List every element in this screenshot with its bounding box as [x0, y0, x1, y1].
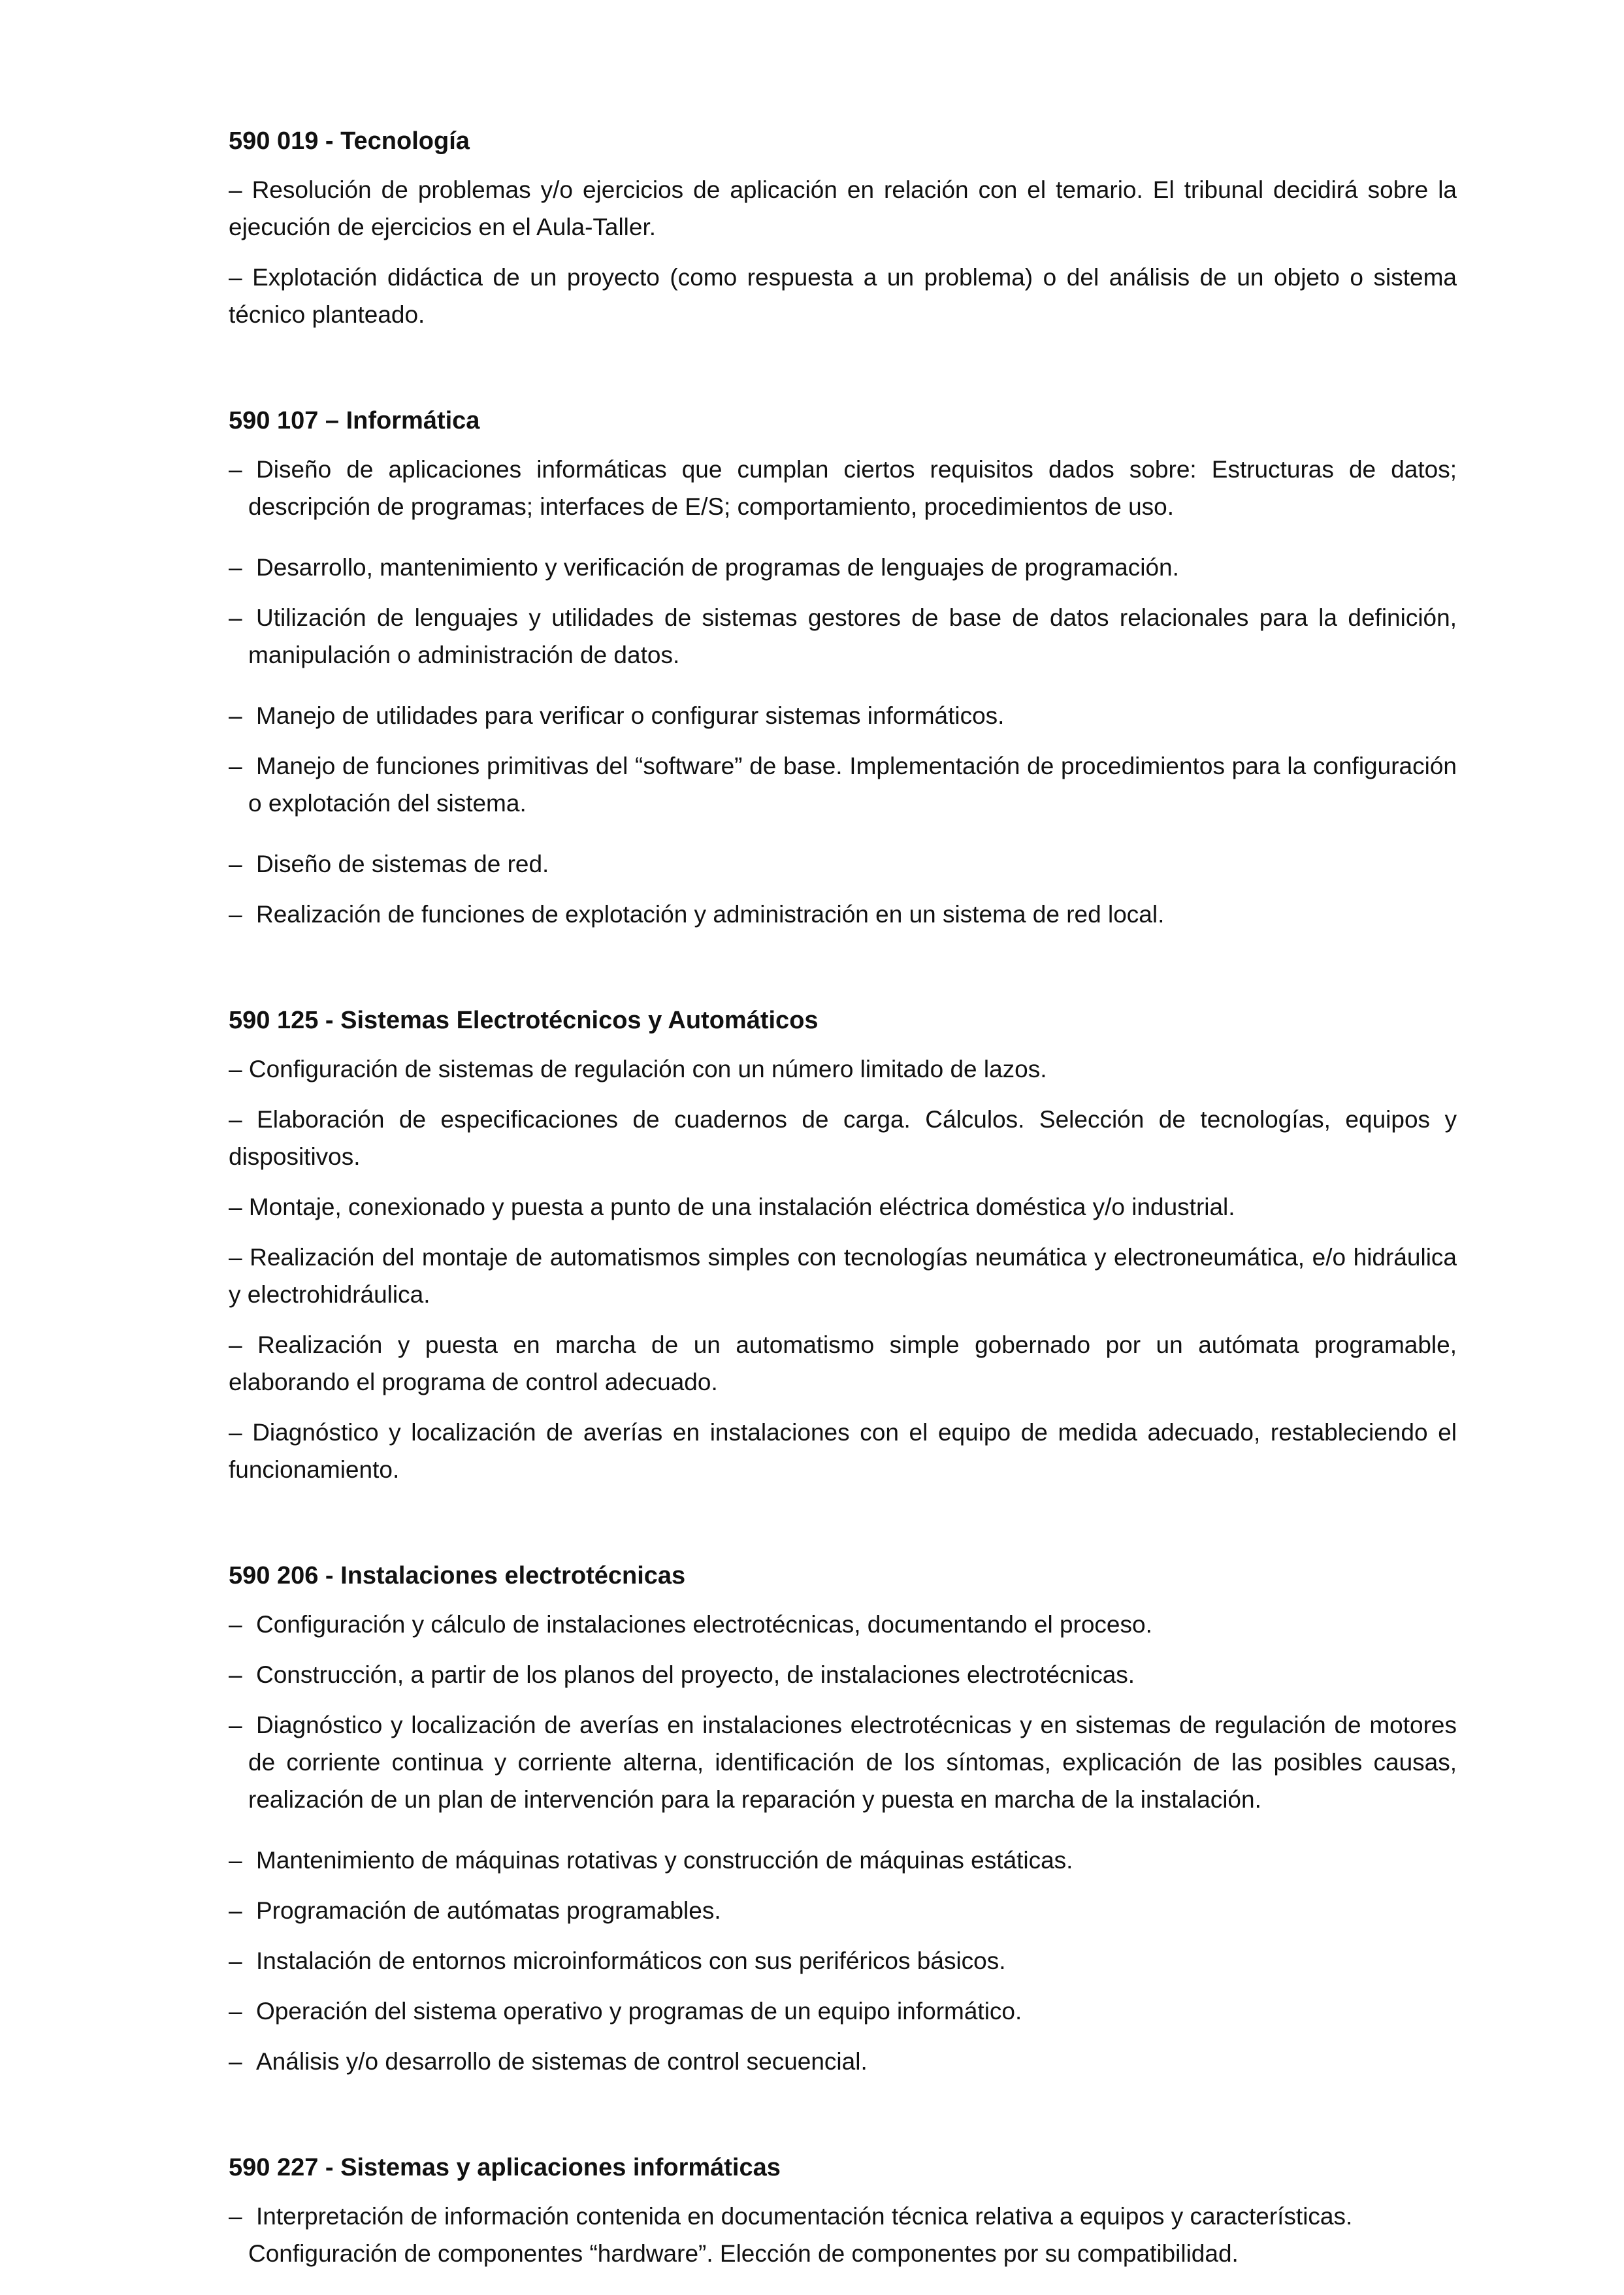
list-item: – Programación de autómatas programables. — [229, 1892, 1457, 1929]
dash-bullet: – — [229, 901, 242, 928]
list-item: – Configuración de sistemas de regulación con un número limitado de lazos. — [229, 1056, 1047, 1082]
dash-bullet: – — [229, 2203, 242, 2230]
dash-bullet: – — [229, 1947, 242, 1974]
dash-bullet: – — [229, 554, 242, 581]
list-item: – Diagnóstico y localización de averías en instalaciones electrotécnicas y en sistemas de regulación de motores de corriente continua y corriente alterna, identificación de los síntomas, explicación de las posibles causas, realización de un plan de intervención para la reparación y puesta en marcha de la instalación. — [229, 1706, 1457, 1818]
section-heading: 590 125 - Sistemas Electrotécnicos y Automáticos — [229, 1007, 819, 1034]
dash-bullet: – — [229, 1661, 242, 1688]
list-item: – Mantenimiento de máquinas rotativas y construcción de máquinas estáticas. — [229, 1842, 1457, 1879]
dash-bullet: – — [229, 702, 242, 729]
dash-bullet: – — [229, 753, 242, 779]
dash-bullet: – — [229, 1847, 242, 1874]
section-heading: 590 227 - Sistemas y aplicaciones informáticas — [229, 2154, 781, 2181]
list-item: – Construcción, a partir de los planos del proyecto, de instalaciones electrotécnicas. — [229, 1656, 1457, 1693]
dash-bullet: – — [229, 2048, 242, 2075]
section-tecnologia — [229, 124, 1457, 333]
list-item: – Interpretación de información contenida en documentación técnica relativa a equipos y características. Configuración de componentes “hardware”. Elección de componentes por su compatibilidad. — [229, 2198, 1457, 2272]
list-item: – Manejo de funciones primitivas del “software” de base. Implementación de procedimientos para la configuración o explotación del sistema. — [229, 747, 1457, 822]
section-heading: 590 107 – Informática — [229, 407, 480, 434]
section-instalaciones — [229, 1559, 1457, 2080]
dash-bullet: – — [229, 604, 242, 631]
list-item: – Diseño de sistemas de red. — [229, 845, 1457, 883]
section-informatica — [229, 404, 1457, 933]
dash-bullet: – — [229, 1998, 242, 2025]
dash-bullet: – — [229, 1897, 242, 1924]
list-item: – Desarrollo, mantenimiento y verificación de programas de lenguajes de programación. — [229, 549, 1457, 586]
list-item: – Explotación didáctica de un proyecto (como respuesta a un problema) o del análisis de un objeto o sistema técnico planteado. — [229, 264, 1457, 328]
list-item: – Realización de funciones de explotación y administración en un sistema de red local. — [229, 896, 1457, 933]
list-item: – Resolución de problemas y/o ejercicios de aplicación en relación con el temario. El tribunal decidirá sobre la ejecución de ejercicios en el Aula-Taller. — [229, 176, 1457, 240]
document-page — [229, 124, 1457, 2285]
list-item: – Instalación de entornos microinformáticos con sus periféricos básicos. — [229, 1942, 1457, 1979]
list-item: – Elaboración de especificaciones de cuadernos de carga. Cálculos. Selección de tecnologías, equipos y dispositivos. — [229, 1106, 1457, 1170]
dash-bullet: – — [229, 1611, 242, 1638]
list-item: – Diagnóstico y localización de averías en instalaciones con el equipo de medida adecuado, restableciendo el funcionamiento. — [229, 1419, 1457, 1483]
dash-bullet: – — [229, 456, 242, 483]
list-item: – Análisis y/o desarrollo de sistemas de control secuencial. — [229, 2043, 1457, 2080]
dash-bullet: – — [229, 851, 242, 877]
list-item: – Diseño de aplicaciones informáticas que cumplan ciertos requisitos dados sobre: Estructuras de datos; descripción de programas; interfaces de E/S; comportamiento, procedimientos de uso. — [229, 451, 1457, 525]
section-sistemas-electrotecnicos — [229, 1003, 1457, 1488]
list-item: – Operación del sistema operativo y programas de un equipo informático. — [229, 1993, 1457, 2030]
list-item: – Configuración y cálculo de instalaciones electrotécnicas, documentando el proceso. — [229, 1606, 1457, 1643]
section-heading: 590 206 - Instalaciones electrotécnicas — [229, 1562, 686, 1589]
section-sistemas-aplicaciones — [229, 2151, 1457, 2272]
dash-bullet: – — [229, 1712, 242, 1738]
list-item: – Montaje, conexionado y puesta a punto de una instalación eléctrica doméstica y/o industrial. — [229, 1194, 1235, 1220]
list-item: – Realización y puesta en marcha de un automatismo simple gobernado por un autómata programable, elaborando el programa de control adecuado. — [229, 1331, 1457, 1395]
list-item: – Realización del montaje de automatismos simples con tecnologías neumática y electroneumática, e/o hidráulica y electrohidráulica. — [229, 1244, 1457, 1308]
section-heading: 590 019 - Tecnología — [229, 127, 470, 155]
list-item: – Utilización de lenguajes y utilidades de sistemas gestores de base de datos relacionales para la definición, manipulación o administración de datos. — [229, 599, 1457, 674]
list-item: – Manejo de utilidades para verificar o configurar sistemas informáticos. — [229, 697, 1457, 734]
